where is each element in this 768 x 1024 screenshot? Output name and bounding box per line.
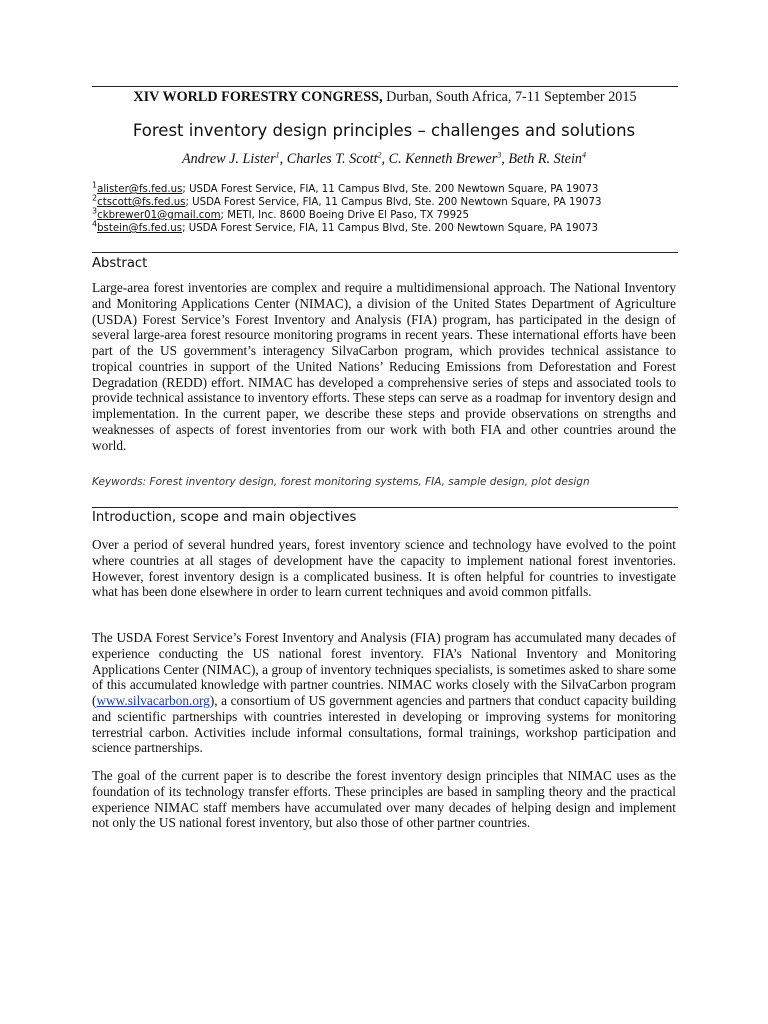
author-sup: 4 bbox=[582, 150, 587, 160]
affiliation-4 bbox=[92, 219, 692, 234]
author-separator: , bbox=[279, 151, 287, 167]
affiliation-2 bbox=[92, 193, 692, 208]
author-list bbox=[60, 151, 708, 168]
email-link[interactable]: alister@fs.fed.us bbox=[97, 184, 183, 195]
email-link[interactable]: ckbrewer01@gmail.com bbox=[97, 210, 221, 221]
affiliation-1 bbox=[92, 180, 692, 195]
paper-title: Forest inventory design principles – challenges and solutions bbox=[132, 121, 636, 140]
author-name: C. Kenneth Brewer bbox=[388, 151, 498, 167]
email-link[interactable]: bstein@fs.fed.us bbox=[97, 223, 183, 234]
affiliation-text: ; USDA Forest Service, FIA, 11 Campus Blvd, Ste. 200 Newtown Square, PA 19073 bbox=[182, 223, 599, 234]
affiliation-number: 2 bbox=[92, 193, 98, 203]
affiliation-text: ; METI, Inc. 8600 Boeing Drive El Paso, TX 79925 bbox=[220, 210, 470, 221]
intro-paragraph-3: The goal of the current paper is to describe the forest inventory design principles that NIMAC uses as the foundation of its technology transfer efforts. These principles are based in sampling theory and the practical experience NIMAC staff members have accumulated over many decades of helping design and implement not only the US national forest inventory, but also those of other partner countries. bbox=[92, 768, 676, 831]
author-name: Charles T. Scott bbox=[286, 151, 378, 167]
affiliation-text: ; USDA Forest Service, FIA, 11 Campus Blvd, Ste. 200 Newtown Square, PA 19073 bbox=[185, 197, 602, 208]
keywords: Keywords: Forest inventory design, forest monitoring systems, FIA, sample design, plot design bbox=[92, 476, 590, 488]
congress-header bbox=[92, 89, 678, 106]
paragraph-text: The USDA Forest Service’s Forest Inventory and Analysis (FIA) program has accumulated many decades of experience conducting the US national forest inventory. FIA’s National Inventory and Monitoring Applications Center (NIMAC), a group of inventory techniques specialists, is sometimes asked to share some of this accumulated knowledge with partner countries. NIMAC works closely with the SilvaCarbon program ( bbox=[92, 630, 676, 708]
author-name: Beth R. Stein bbox=[508, 151, 583, 167]
intro-rule bbox=[92, 507, 678, 508]
affiliation-3 bbox=[92, 206, 692, 221]
congress-location: Durban, South Africa, 7-11 September 2015 bbox=[382, 89, 637, 105]
author-name: Andrew J. Lister bbox=[181, 151, 276, 167]
affiliation-number: 3 bbox=[92, 206, 98, 216]
intro-paragraph-1: Over a period of several hundred years, forest inventory science and technology have evolved to the point where countries at all stages of development have the capacity to implement national forest inventories. However, forest inventory design is a complicated business. It is often helpful for countries to investigate what has been done elsewhere in order to learn current techniques and avoid common pitfalls. bbox=[92, 537, 676, 600]
author-sup: 1 bbox=[275, 150, 280, 160]
abstract-rule bbox=[92, 252, 678, 253]
silvacarbon-link[interactable]: www.silvacarbon.org bbox=[96, 693, 210, 708]
intro-paragraph-2 bbox=[92, 630, 676, 756]
congress-name: XIV WORLD FORESTRY CONGRESS, bbox=[133, 89, 383, 105]
author-sup: 3 bbox=[497, 150, 502, 160]
header-top-rule bbox=[92, 86, 678, 87]
affiliation-text: ; USDA Forest Service, FIA, 11 Campus Blvd, Ste. 200 Newtown Square, PA 19073 bbox=[182, 184, 599, 195]
intro-heading: Introduction, scope and main objectives bbox=[92, 510, 357, 525]
author-sup: 2 bbox=[377, 150, 382, 160]
author-separator: , bbox=[381, 151, 389, 167]
abstract-text: Large-area forest inventories are complex and require a multidimensional approach. The National Inventory and Monitoring Applications Center (NIMAC), a division of the United States Department of Agriculture (USDA) Forest Service’s Forest Inventory and Analysis (FIA) program, has participated in the design of several large-area forest resource monitoring programs in recent years. These international efforts have been part of the US government’s interagency SilvaCarbon program, which provides technical assistance to tropical countries in support of the United Nations’ Reducing Emissions from Deforestation and Forest Degradation (REDD) effort. NIMAC has developed a comprehensive series of steps and associated tools to provide technical assistance to inventory efforts. These steps can serve as a roadmap for inventory design and implementation. In the current paper, we describe these steps and provide observations on strengths and weaknesses of aspects of forest inventories from our work with both FIA and other countries around the world. bbox=[92, 280, 676, 453]
author-separator: , bbox=[501, 151, 509, 167]
affiliation-number: 1 bbox=[92, 180, 98, 190]
email-link[interactable]: ctscott@fs.fed.us bbox=[97, 197, 186, 208]
affiliation-number: 4 bbox=[92, 219, 98, 229]
abstract-heading: Abstract bbox=[92, 256, 148, 271]
paragraph-text: ), a consortium of US government agencies and partners that conduct capacity building and scientific partnerships with countries interested in developing or improving systems for monitoring terrestrial carbon. Activities include informal consultations, formal trainings, workshop participation and science partnerships. bbox=[92, 693, 676, 756]
